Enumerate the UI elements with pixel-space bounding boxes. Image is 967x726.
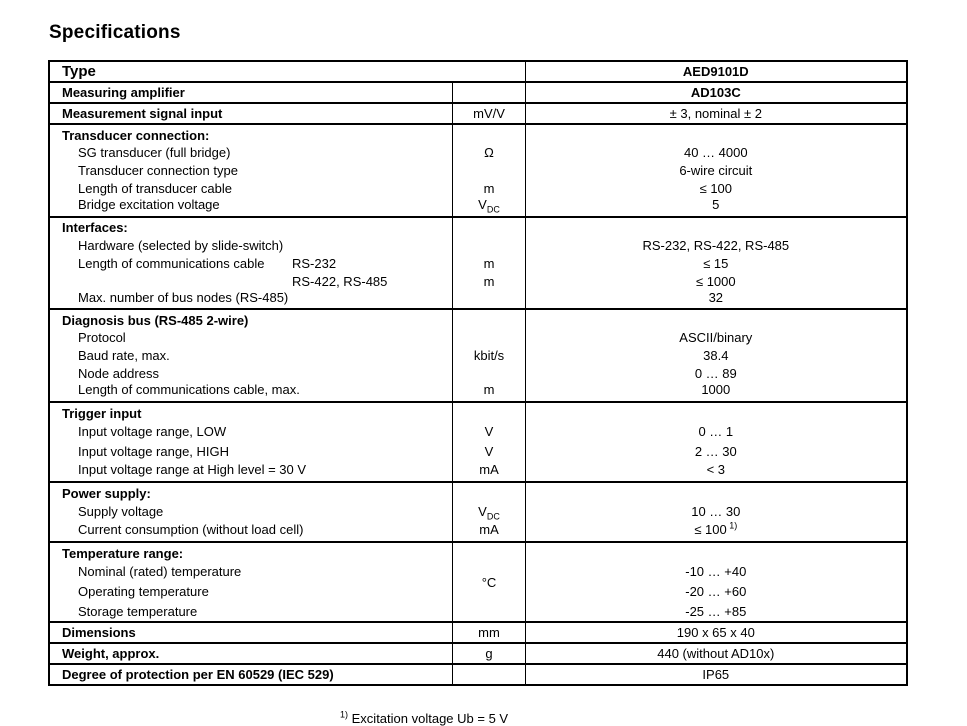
spec-value-cell: 10 … 30 — [525, 502, 907, 522]
table-row — [49, 542, 907, 562]
spec-value-cell: 0 … 1 — [525, 422, 907, 442]
spec-row-group — [49, 664, 907, 685]
spec-label-text: Node address — [78, 366, 159, 382]
spec-label-text: Transducer connection type — [78, 163, 238, 179]
spec-value-cell: -25 … +85 — [525, 602, 907, 622]
table-row — [49, 309, 907, 329]
spec-label-text: Nominal (rated) temperature — [78, 564, 242, 580]
spec-value-cell: 40 … 4000 — [525, 144, 907, 162]
spec-label-cell: Degree of protection per EN 60529 (IEC 529) — [62, 666, 334, 682]
spec-unit-cell — [453, 309, 525, 329]
spec-value-cell — [525, 542, 907, 562]
spec-value-cell: ≤ 100 — [525, 180, 907, 198]
spec-unit-cell: $V_{DC}$ — [453, 198, 525, 217]
spec-value-cell: ≤ 1000 — [525, 273, 907, 291]
spec-label-cell — [49, 198, 453, 217]
table-row — [49, 442, 907, 462]
spec-label-cell — [49, 162, 453, 180]
spec-label-cell — [49, 522, 453, 542]
spec-unit-cell — [453, 217, 525, 237]
spec-label-text: Input voltage range, LOW — [78, 424, 227, 440]
spec-unit-cell — [453, 329, 525, 347]
spec-unit-cell — [453, 482, 525, 502]
specifications-table — [48, 60, 908, 686]
spec-unit-cell: g — [453, 643, 525, 664]
spec-label-cell: Dimensions — [62, 624, 136, 640]
spec-unit-cell — [453, 365, 525, 383]
table-row — [49, 291, 907, 310]
table-row — [49, 622, 907, 643]
spec-label-cell — [49, 422, 453, 442]
table-row — [49, 255, 907, 273]
unit-subscript: DC — [486, 511, 500, 522]
table-row — [49, 124, 907, 144]
spec-label-text: Current consumption (without load cell) — [78, 521, 304, 537]
spec-label-text: Max. number of bus nodes (RS-485) — [78, 289, 289, 305]
table-row — [49, 402, 907, 422]
spec-label-text: Baud rate, max. — [78, 348, 170, 364]
spec-label-cell — [49, 291, 453, 310]
value-superscript: 1) — [726, 520, 738, 531]
spec-unit-cell — [453, 402, 525, 422]
spec-unit-cell: kbit/s — [453, 347, 525, 365]
spec-group-header-cell: Interfaces: — [62, 220, 128, 236]
spec-value-cell: < 3 — [525, 462, 907, 482]
spec-unit-cell: m — [453, 383, 525, 402]
spec-label-cell — [49, 562, 453, 582]
spec-unit-cell: mV/V — [453, 103, 525, 124]
table-row — [49, 502, 907, 522]
spec-value-cell — [525, 482, 907, 502]
table-row — [49, 273, 907, 291]
spec-row-group — [49, 103, 907, 124]
table-row — [49, 329, 907, 347]
spec-unit-cell: V — [453, 422, 525, 442]
table-row — [49, 237, 907, 255]
spec-label-tab: RS-422, RS-485 — [292, 273, 388, 289]
spec-label-cell: Type — [62, 62, 96, 80]
spec-unit-cell — [453, 82, 525, 103]
spec-value-cell: ASCII/binary — [525, 329, 907, 347]
spec-value-cell: IP65 — [525, 664, 907, 685]
spec-unit-cell: m — [453, 180, 525, 198]
spec-unit-cell: m — [453, 255, 525, 273]
spec-label-cell — [49, 602, 453, 622]
spec-label-text: Length of communications cable, max. — [78, 382, 300, 398]
table-row — [49, 383, 907, 402]
table-row — [49, 482, 907, 502]
spec-row-group — [49, 622, 907, 643]
spec-label-cell: Weight, approx. — [62, 645, 160, 661]
spec-value-cell: 6-wire circuit — [525, 162, 907, 180]
spec-unit-cell — [453, 124, 525, 144]
spec-section — [49, 402, 907, 482]
table-row — [49, 144, 907, 162]
spec-label-text: Bridge excitation voltage — [78, 197, 220, 212]
spec-label-cell — [49, 255, 453, 273]
spec-value-cell — [525, 402, 907, 422]
spec-group-header-cell: Trigger input — [62, 405, 142, 421]
table-row — [49, 664, 907, 685]
table-row — [49, 462, 907, 482]
spec-value-cell — [525, 124, 907, 144]
spec-row-group — [49, 61, 907, 82]
spec-group-header-cell: Power supply: — [62, 485, 151, 501]
spec-label-text: Operating temperature — [78, 584, 209, 600]
spec-value-cell: 32 — [525, 291, 907, 310]
spec-label-cell: Measurement signal input — [62, 105, 223, 121]
spec-value-cell: 2 … 30 — [525, 442, 907, 462]
footnote-text: Excitation voltage Ub = 5 V — [351, 711, 509, 726]
spec-value-cell: 190 x 65 x 40 — [525, 622, 907, 643]
spec-unit-cell: V — [453, 442, 525, 462]
spec-label-cell — [49, 237, 453, 255]
spec-label-text: Input voltage range at High level = 30 V — [78, 461, 307, 477]
spec-label-text: Input voltage range, HIGH — [78, 444, 230, 460]
spec-section — [49, 482, 907, 542]
table-row — [49, 180, 907, 198]
spec-label-text: Protocol — [78, 330, 126, 346]
table-row — [49, 643, 907, 664]
spec-label-cell — [49, 442, 453, 462]
spec-section — [49, 542, 907, 622]
page-title: Specifications — [49, 22, 181, 43]
spec-value-cell: -20 … +60 — [525, 582, 907, 602]
footnote-ref: 1) — [340, 709, 349, 720]
spec-value-cell: 5 — [525, 198, 907, 217]
spec-section — [49, 124, 907, 217]
spec-value-cell — [525, 309, 907, 329]
footnote — [340, 711, 508, 726]
spec-label-cell — [49, 329, 453, 347]
spec-label-cell — [49, 383, 453, 402]
spec-unit-cell: mA — [453, 462, 525, 482]
spec-value-cell: ± 3, nominal ± 2 — [525, 103, 907, 124]
spec-section — [49, 217, 907, 310]
spec-label-tab: RS-232 — [292, 255, 337, 271]
spec-label-text: Storage temperature — [78, 603, 198, 619]
spec-row-group — [49, 82, 907, 103]
table-row — [49, 217, 907, 237]
spec-unit-cell: Ω — [453, 144, 525, 162]
spec-value-cell: AED9101D — [525, 61, 907, 82]
spec-row-group — [49, 643, 907, 664]
spec-unit-cell: °C — [453, 542, 525, 622]
spec-value-cell: 440 (without AD10x) — [525, 643, 907, 664]
spec-unit-cell — [453, 162, 525, 180]
spec-label-text: Supply voltage — [78, 504, 164, 520]
spec-unit-cell — [453, 291, 525, 310]
spec-label-cell — [49, 180, 453, 198]
spec-label-cell — [49, 502, 453, 522]
spec-label-cell — [49, 144, 453, 162]
spec-label-cell: Measuring amplifier — [62, 84, 185, 100]
spec-label-cell — [49, 273, 453, 291]
spec-value-cell: -10 … +40 — [525, 562, 907, 582]
spec-group-header-cell: Diagnosis bus (RS-485 2-wire) — [62, 312, 249, 328]
spec-label-cell — [49, 582, 453, 602]
spec-value-cell: 0 … 89 — [525, 365, 907, 383]
spec-unit-cell: m — [453, 273, 525, 291]
spec-group-header-cell: Temperature range: — [62, 545, 184, 561]
spec-label-text: SG transducer (full bridge) — [78, 145, 231, 161]
spec-unit-cell — [453, 237, 525, 255]
table-row — [49, 198, 907, 217]
spec-unit-cell — [453, 664, 525, 685]
unit-subscript: DC — [486, 204, 500, 215]
spec-value-cell: RS-232, RS-422, RS-485 — [525, 237, 907, 255]
spec-unit-cell: mA — [453, 522, 525, 542]
spec-label-text: Hardware (selected by slide-switch) — [78, 237, 284, 253]
spec-label-cell — [49, 365, 453, 383]
spec-value-cell: 38.4 — [525, 347, 907, 365]
spec-unit-cell: mm — [453, 622, 525, 643]
spec-label-text: Length of transducer cable — [78, 181, 232, 197]
spec-section — [49, 309, 907, 402]
table-row — [49, 162, 907, 180]
spec-value-cell: ≤ 15 — [525, 255, 907, 273]
spec-value-cell: ≤ 100 $^{1)}$ — [525, 522, 907, 542]
table-row — [49, 365, 907, 383]
spec-label-text: Length of communications cable — [78, 255, 265, 271]
table-row — [49, 422, 907, 442]
table-row — [49, 103, 907, 124]
spec-label-cell — [49, 347, 453, 365]
table-row — [49, 522, 907, 542]
table-row — [49, 61, 907, 82]
table-row — [49, 347, 907, 365]
spec-value-cell: AD103C — [525, 82, 907, 103]
table-row — [49, 82, 907, 103]
spec-unit-cell: $V_{DC}$ — [453, 502, 525, 522]
spec-value-cell — [525, 217, 907, 237]
spec-value-cell: 1000 — [525, 383, 907, 402]
spec-label-cell — [49, 462, 453, 482]
spec-group-header-cell: Transducer connection: — [62, 127, 210, 143]
